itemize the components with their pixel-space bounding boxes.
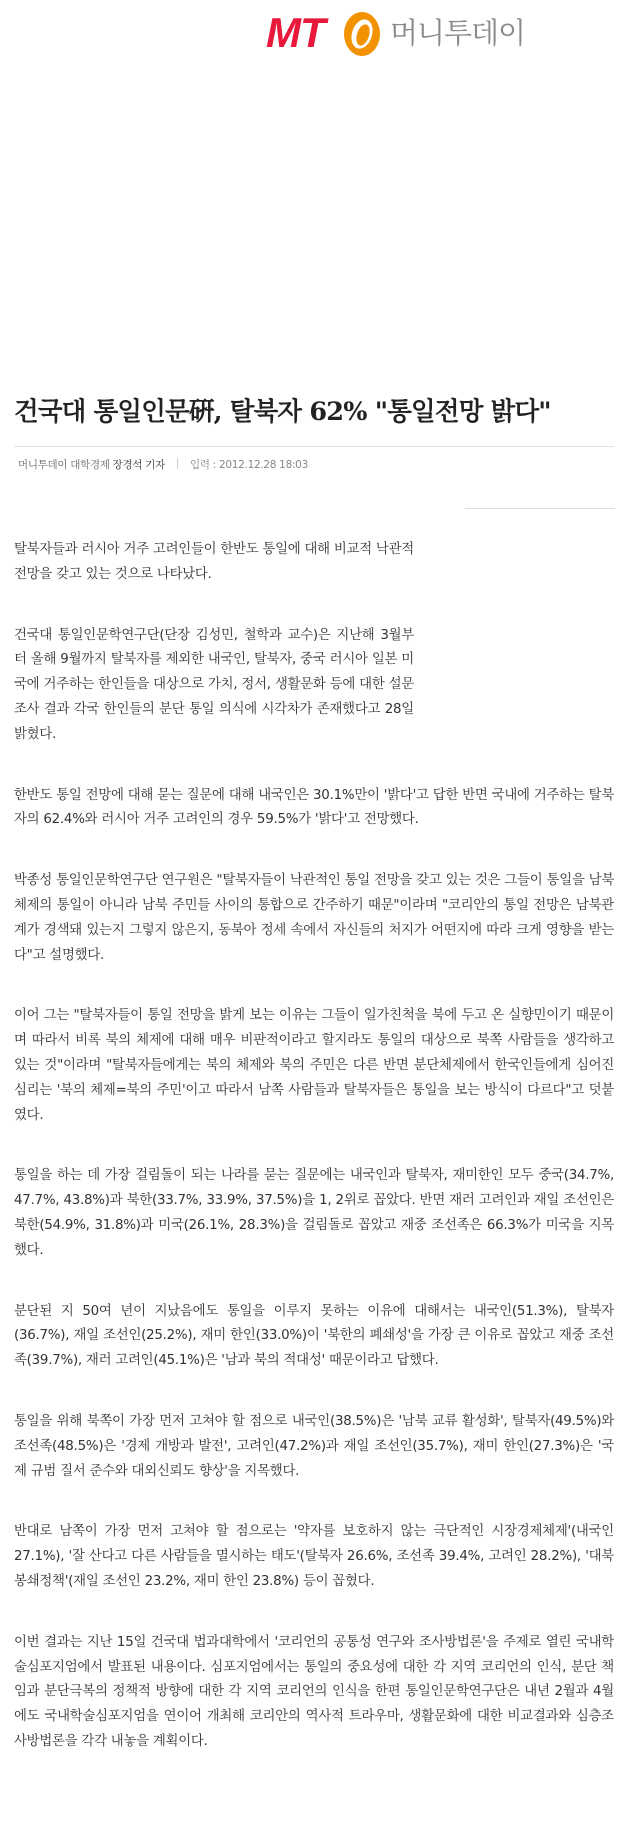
byline-separator xyxy=(177,458,178,469)
article-body xyxy=(14,538,614,1791)
byline-divider xyxy=(465,508,615,509)
article-headline: 건국대 통일인문硏, 탈북자 62% "통일전망 밝다" xyxy=(14,397,551,427)
reporter-name[interactable]: 장경석 기자 xyxy=(112,459,165,471)
article-paragraph: 이어 그는 "탈북자들이 통일 전망을 밝게 보는 이유는 그들이 일가친척을 북에 두고 온 실향민이기 때문이며 따라서 비록 북의 체제에 대해 매우 비판적이라고 할지라도 통일의 대상으로 북쪽 사람들을 생각하고 있는 것"이라며 "탈북자들에게는 북의 체제와 북의 주민은 다른 반면 분단체제에서 한국인들에게 심어진 심리는 '북의 체제=북의 주민'이고 따라서 남쪽 사람들과 탈북자들은 통일을 보는 방식이 다르다"고 덧붙였다. xyxy=(14,1008,614,1123)
article-paragraph: 통일을 위해 북쪽이 가장 먼저 고쳐야 할 점으로 내국인(38.5%)은 '남북 교류 활성화', 탈북자(49.5%)와 조선족(48.5%)은 '경제 개방과 발전', 고려인(47.2%)과 재일 조선인(35.7%), 재미 한인(27.3%)은 '국제 규범 질서 준수와 대외신뢰도 향상'을 지목했다. xyxy=(14,1413,614,1479)
article-paragraph: 건국대 통일인문학연구단(단장 김성민, 철학과 교수)은 지난해 3월부터 올해 9월까지 탈북자를 제외한 내국인, 탈북자, 중국 러시아 일본 미국에 거주하는 한인들을 대상으로 가치, 정서, 생활문화 등에 대한 설문조사 결과 각국 한인들의 분단 통일 의식에 시각차가 존재했다고 28일 밝혔다. xyxy=(14,627,414,742)
article-paragraph: 박종성 통일인문학연구단 연구원은 "탈북자들이 낙관적인 통일 전망을 갖고 있는 것은 그들이 통일을 남북 체제의 통일이 아니라 남북 주민들 사이의 통합으로 간주하기 때문"이라며 "코리안의 통일 전망은 남북관계가 경색돼 있는지 그렇지 않은지, 동북아 정세 속에서 자신들의 처지가 어떤지에 따라 크게 영향을 받는다"고 설명했다. xyxy=(14,873,615,963)
article-paragraph: 반대로 남쪽이 가장 먼저 고쳐야 할 점으로는 '약자를 보호하지 않는 극단적인 시장경제체제'(내국인 27.1%), '잘 산다고 다른 사람들을 멸시하는 태도'(탈북자 26.6%, 조선족 39.4%, 고려인 28.2%), '대북봉쇄정책'(재일 조선인 23.2%, 재미 한인 23.8%) 등이 꼽혔다. xyxy=(14,1524,614,1589)
article-paragraph: 통일을 하는 데 가장 걸림돌이 되는 나라를 묻는 질문에는 내국인과 탈북자, 재미한인 모두 중국(34.7%, 47.7%, 43.8%)과 북한(33.7%, 33.9%, 37.5%)을 1, 2위로 꼽았다. 반면 재러 고려인과 재일 조선인은 북한(54.9%, 31.8%)과 미국(26.1%, 28.3%)을 걸림돌로 꼽았고 재중 조선족은 66.3%가 미국을 지목했다. xyxy=(14,1168,614,1258)
headline-divider xyxy=(14,446,614,447)
article-byline xyxy=(18,457,308,473)
brand-logo[interactable] xyxy=(266,8,536,58)
logo-o-emblem-icon xyxy=(340,10,384,58)
logo-korean-text: 머니투데이 xyxy=(390,16,526,50)
source-desk: 머니투데이 대학경제 xyxy=(18,459,110,471)
logo-latin-text: MT xyxy=(266,9,325,56)
publish-date: 입력 : 2012.12.28 18:03 xyxy=(190,459,308,471)
article-paragraph: 분단된 지 50여 년이 지났음에도 통일을 이루지 못하는 이유에 대해서는 내국인(51.3%), 탈북자(36.7%), 재일 조선인(25.2%), 재미 한인(33.0%)이 '북한의 폐쇄성'을 가장 큰 이유로 꼽았고 재중 조선족(39.7%), 재러 고려인(45.1%)은 '남과 북의 적대성' 때문이라고 답했다. xyxy=(14,1303,614,1369)
article-paragraph: 이번 결과는 지난 15일 건국대 법과대학에서 '코리언의 공통성 연구와 조사방법론'을 주제로 열린 국내학술심포지엄에서 발표된 내용이다. 심포지엄에서는 통일의 중요성에 대한 각 지역 코리언의 인식, 분단 책임과 분단극복의 정책적 방향에 대한 각 지역 코리언의 인식을 한편 통일인문학연구단은 내년 2월과 4월에도 국내학술심포지엄을 연이어 개최해 코리안의 역사적 트라우마, 생활문화에 대한 비교결과와 심층조사방법론을 각각 내놓을 계획이다. xyxy=(14,1634,614,1749)
article-paragraph: 한반도 통일 전망에 대해 묻는 질문에 대해 내국인은 30.1%만이 '밝다'고 답한 반면 국내에 거주하는 탈북자의 62.4%와 러시아 거주 고려인의 경우 59.5%가 '밝다'고 전망했다. xyxy=(14,787,614,828)
article-paragraph: 탈북자들과 러시아 거주 고려인들이 한반도 통일에 대해 비교적 낙관적 전망을 갖고 있는 것으로 나타났다. xyxy=(14,542,414,582)
